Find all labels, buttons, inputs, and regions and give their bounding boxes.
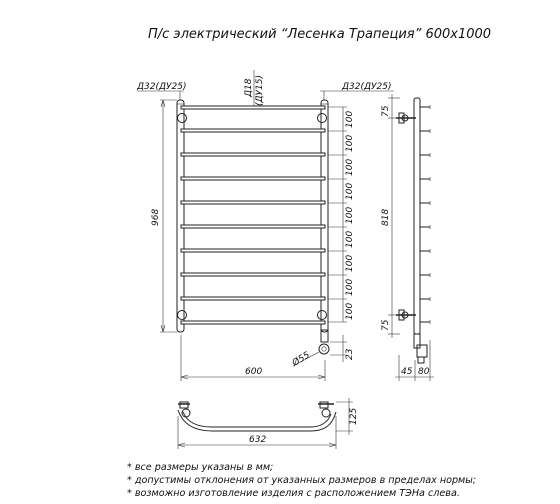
rung	[181, 106, 325, 109]
drawing-title: П/с электрический “Лесенка Трапеция” 600х1000	[148, 27, 492, 42]
pipe-top-label-a: Д18	[244, 78, 254, 97]
step-label: 100	[345, 206, 355, 224]
step-label: 100	[345, 278, 355, 296]
dim-818-label: 818	[381, 208, 391, 226]
dim-45-label: 45	[401, 367, 413, 377]
rung	[181, 273, 325, 276]
side-dimensions	[381, 94, 434, 381]
dim-80-label: 80	[418, 367, 430, 377]
pipe-left-label: Д32(ДУ25)	[137, 82, 187, 92]
left-top-nut	[178, 114, 187, 123]
dim-600-label: 600	[245, 367, 263, 377]
front-view	[177, 100, 329, 354]
pipe-right-label: Д32(ДУ25)	[342, 82, 392, 92]
dim-23-label: 23	[345, 348, 355, 360]
rung	[181, 321, 325, 324]
rung	[181, 129, 325, 132]
rung	[181, 153, 325, 156]
pipe-top-label-b: (ДУ15)	[255, 75, 265, 106]
rung	[181, 249, 325, 252]
rung	[181, 201, 325, 204]
rung	[181, 177, 325, 180]
step-label: 100	[345, 158, 355, 176]
dim-75-top-label: 75	[381, 105, 391, 117]
step-label: 100	[345, 110, 355, 128]
dim-125-label: 125	[349, 407, 359, 425]
note-item: * возможно изготовление изделия с расположением ТЭНа слева.	[127, 488, 460, 499]
step-label: 100	[345, 134, 355, 152]
step-dimensions	[328, 107, 355, 322]
rung	[181, 225, 325, 228]
pipe-callouts	[136, 70, 394, 106]
note-item: * допустимы отклонения от указанных размеров в пределах нормы;	[127, 475, 477, 486]
right-top-nut	[318, 114, 327, 123]
dim-632-label: 632	[249, 435, 267, 445]
side-view	[396, 98, 430, 363]
step-label: 100	[345, 302, 355, 320]
step-label: 100	[345, 182, 355, 200]
heater-dimensions	[289, 335, 355, 369]
dia-55-label: Ø55	[290, 350, 312, 369]
heater-cap	[319, 344, 329, 354]
notes	[127, 462, 476, 499]
top-view	[178, 398, 359, 449]
note-item: * все размеры указаны в мм;	[127, 462, 274, 473]
right-bottom-nut	[318, 311, 327, 320]
step-label: 100	[345, 254, 355, 272]
dim-75-bot-label: 75	[381, 319, 391, 331]
rung	[181, 297, 325, 300]
top-rung	[183, 412, 331, 427]
left-bottom-nut	[178, 311, 187, 320]
side-rail	[414, 98, 420, 334]
dim-968-label: 968	[151, 208, 161, 226]
step-label: 100	[345, 230, 355, 248]
dimension-968	[151, 100, 177, 332]
